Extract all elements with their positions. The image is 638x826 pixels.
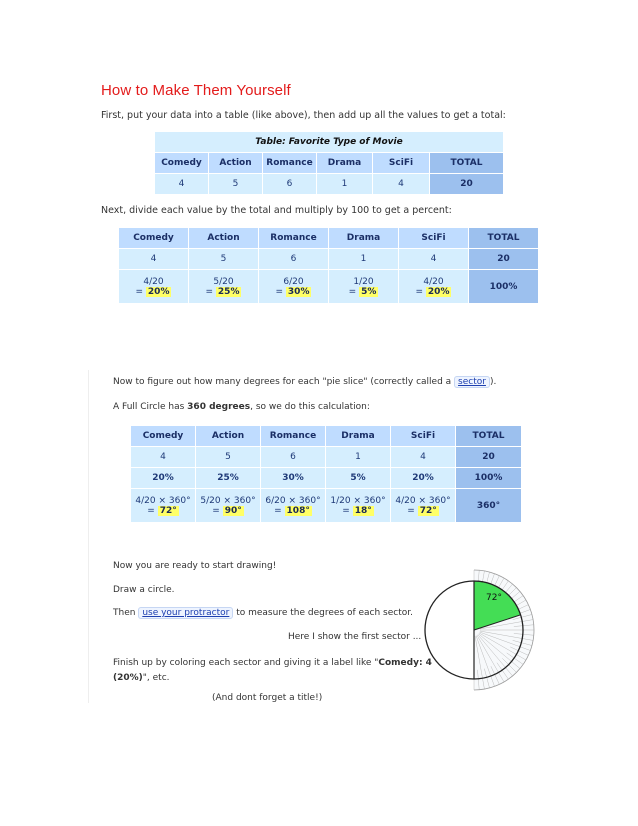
value-cell: 5	[196, 447, 261, 468]
finish-text-bold1: Comedy: 4	[378, 658, 432, 668]
fraction-text: 5/20	[213, 276, 234, 287]
protractor-text-after: to measure the degrees of each sector.	[233, 608, 413, 618]
total-cell: 20	[430, 174, 504, 195]
value-cell: 6	[259, 249, 329, 270]
title-note: (And dont forget a title!)	[212, 693, 323, 703]
movie-table	[154, 131, 504, 195]
header-cell: Drama	[326, 426, 391, 447]
value-cell: 1	[326, 447, 391, 468]
header-cell: Drama	[329, 228, 399, 249]
draw-text: Draw a circle.	[113, 585, 175, 595]
first-sector-text: Here I show the first sector ...	[288, 632, 422, 642]
header-cell: Drama	[317, 153, 373, 174]
total-percent-cell: 100%	[456, 468, 522, 489]
header-cell: Romance	[261, 426, 326, 447]
degrees-text-after: ).	[489, 377, 497, 387]
equals-sign: =	[415, 286, 426, 297]
header-cell: SciFi	[391, 426, 456, 447]
equals-sign: =	[275, 286, 286, 297]
value-cell: 4	[373, 174, 430, 195]
calc-text: 5/20 × 360°	[200, 495, 256, 506]
calc-cell	[196, 489, 261, 523]
calc-cell	[326, 489, 391, 523]
header-cell: Comedy	[131, 426, 196, 447]
protractor-text	[113, 608, 413, 618]
value-cell: 6	[263, 174, 317, 195]
total-degrees-cell: 360°	[456, 489, 522, 523]
fraction-text: 4/20	[143, 276, 164, 287]
calc-text: 4/20 × 360°	[395, 495, 451, 506]
circle-text	[113, 402, 370, 412]
equals-sign: =	[274, 505, 285, 516]
finish-text-bold2: (20%)	[113, 673, 143, 683]
value-cell: 5	[209, 174, 263, 195]
fraction-cell	[259, 270, 329, 304]
header-cell: TOTAL	[456, 426, 522, 447]
table-caption: Table: Favorite Type of Movie	[155, 132, 504, 153]
calc-text: 6/20 × 360°	[265, 495, 321, 506]
header-cell: TOTAL	[430, 153, 504, 174]
sector-link[interactable]: sector	[454, 376, 490, 388]
equals-sign: =	[407, 505, 418, 516]
degrees-text	[113, 377, 496, 387]
fraction-text: 1/20	[353, 276, 374, 287]
total-cell: 20	[469, 249, 539, 270]
percent-highlight: 30%	[287, 286, 310, 297]
fraction-cell	[189, 270, 259, 304]
ready-text: Now you are ready to start drawing!	[113, 561, 277, 571]
percent-table	[118, 227, 539, 304]
header-cell: SciFi	[399, 228, 469, 249]
calc-cell	[261, 489, 326, 523]
fraction-text: 4/20	[423, 276, 444, 287]
angle-label: 72°	[486, 593, 502, 603]
equals-sign: =	[212, 505, 223, 516]
protractor-figure	[420, 564, 546, 709]
circle-text-after: , so we do this calculation:	[250, 402, 370, 412]
header-cell: Action	[196, 426, 261, 447]
fraction-text: 6/20	[283, 276, 304, 287]
header-cell: TOTAL	[469, 228, 539, 249]
value-cell: 4	[131, 447, 196, 468]
total-percent-cell: 100%	[469, 270, 539, 304]
degree-highlight: 18°	[354, 505, 372, 516]
protractor-text-before: Then	[113, 608, 139, 618]
finish-text-before: Finish up by coloring each sector and giving it a label like "	[113, 658, 379, 668]
percent-highlight: 25%	[217, 286, 240, 297]
degree-highlight: 72°	[159, 505, 177, 516]
circle-text-bold: 360 degrees	[187, 402, 251, 412]
fraction-cell	[399, 270, 469, 304]
header-cell: Comedy	[119, 228, 189, 249]
equals-sign: =	[135, 286, 146, 297]
calc-cell	[131, 489, 196, 523]
section-divider	[88, 370, 89, 703]
circle-text-before: A Full Circle has	[113, 402, 188, 412]
finish-text	[113, 656, 432, 686]
value-cell: 4	[391, 447, 456, 468]
degrees-text-before: Now to figure out how many degrees for each "pie slice" (correctly called a	[113, 377, 455, 387]
value-cell: 6	[261, 447, 326, 468]
header-cell: Action	[209, 153, 263, 174]
degree-highlight: 72°	[419, 505, 437, 516]
equals-sign: =	[348, 286, 360, 297]
page-heading: How to Make Them Yourself	[101, 82, 291, 99]
value-cell: 4	[155, 174, 209, 195]
percent-cell: 20%	[391, 468, 456, 489]
finish-text-after: ", etc.	[142, 673, 170, 683]
degrees-table	[130, 425, 522, 523]
protractor-link[interactable]: use your protractor	[138, 607, 233, 619]
calc-cell	[391, 489, 456, 523]
header-cell: Action	[189, 228, 259, 249]
percent-cell: 30%	[261, 468, 326, 489]
degree-highlight: 90°	[224, 505, 242, 516]
header-cell: Comedy	[155, 153, 209, 174]
degree-highlight: 108°	[286, 505, 310, 516]
header-cell: Romance	[263, 153, 317, 174]
fraction-cell	[329, 270, 399, 304]
equals-sign: =	[342, 505, 353, 516]
header-cell: Romance	[259, 228, 329, 249]
divide-text: Next, divide each value by the total and multiply by 100 to get a percent:	[101, 205, 452, 216]
calc-text: 1/20 × 360°	[330, 495, 386, 506]
equals-sign: =	[147, 505, 158, 516]
value-cell: 1	[329, 249, 399, 270]
calc-text: 4/20 × 360°	[135, 495, 191, 506]
value-cell: 1	[317, 174, 373, 195]
percent-cell: 5%	[326, 468, 391, 489]
value-cell: 4	[399, 249, 469, 270]
equals-sign: =	[205, 286, 216, 297]
percent-highlight: 5%	[361, 286, 377, 297]
fraction-cell	[119, 270, 189, 304]
header-cell: SciFi	[373, 153, 430, 174]
percent-highlight: 20%	[147, 286, 170, 297]
percent-cell: 20%	[131, 468, 196, 489]
intro-text: First, put your data into a table (like above), then add up all the values to get a total:	[101, 110, 506, 121]
percent-cell: 25%	[196, 468, 261, 489]
percent-highlight: 20%	[427, 286, 450, 297]
value-cell: 5	[189, 249, 259, 270]
value-cell: 4	[119, 249, 189, 270]
total-cell: 20	[456, 447, 522, 468]
